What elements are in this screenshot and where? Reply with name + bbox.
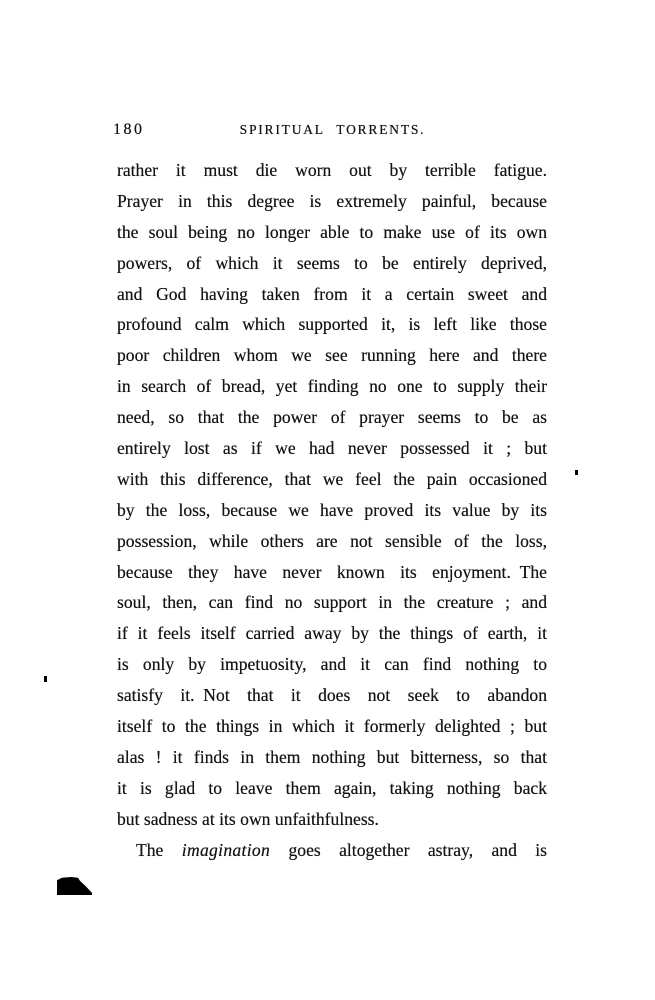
text-line (117, 371, 547, 402)
text-segment: with this difference, that we feel the pain occasioned (117, 468, 547, 489)
italic-word: imagination (181, 839, 271, 860)
text-segment: profound calm which supported it, is left like those (117, 314, 547, 335)
text-line (117, 835, 547, 866)
text-segment: and God having taken from it a certain sweet and (117, 283, 547, 304)
text-line (117, 773, 547, 804)
text-line (117, 680, 547, 711)
text-line (117, 402, 547, 433)
text-line (117, 526, 547, 557)
text-line (117, 433, 547, 464)
scan-speck-left (44, 676, 47, 682)
text-line (117, 309, 547, 340)
text-line (117, 248, 547, 279)
text-line (117, 279, 547, 310)
text-segment: need, so that the power of prayer seems to be as (117, 407, 547, 428)
text-line (117, 217, 547, 248)
text-line (117, 495, 547, 526)
page-number: 180 (113, 121, 145, 138)
text-segment: by the loss, because we have proved its value by its (117, 499, 547, 520)
text-segment: soul, then, can find no support in the creature ; and (117, 592, 547, 613)
text-segment: itself to the things in which it formerly delighted ; but (117, 716, 547, 737)
text-line (117, 587, 547, 618)
text-line (117, 711, 547, 742)
text-segment: because they have never known its enjoyment. The (117, 561, 547, 582)
text-segment: rather it must die worn out by terrible fatigue. (117, 160, 547, 180)
text-line (117, 618, 547, 649)
text-segment: powers, of which it seems to be entirely deprived, (117, 252, 547, 273)
text-line (117, 155, 547, 186)
text-block (117, 155, 547, 865)
text-segment: alas ! it finds in them nothing but bitterness, so that (117, 746, 547, 767)
text-segment: it is glad to leave them again, taking nothing back (117, 777, 547, 798)
text-segment: The (136, 839, 182, 860)
text-segment: is only by impetuosity, and it can find nothing to (117, 654, 547, 675)
text-segment: the soul being no longer able to make use of its own (117, 221, 547, 242)
text-segment: entirely lost as if we had never possessed it ; but (117, 438, 547, 459)
running-title: SPIRITUAL TORRENTS. (239, 122, 426, 137)
text-line (117, 742, 547, 773)
running-header (0, 119, 655, 141)
text-line (117, 649, 547, 680)
text-segment: in search of bread, yet finding no one to supply their (117, 376, 547, 397)
text-line (117, 804, 547, 835)
text-line (117, 186, 547, 217)
ink-smudge (57, 877, 92, 895)
text-segment: but sadness at its own unfaithfulness. (117, 808, 379, 829)
text-segment: satisfy it. Not that it does not seek to abandon (117, 685, 547, 706)
text-line (117, 557, 547, 588)
text-segment: Prayer in this degree is extremely painful, because (117, 190, 547, 211)
text-segment: possession, while others are not sensible of the loss, (117, 530, 547, 551)
text-segment: poor children whom we see running here and there (117, 345, 547, 366)
text-segment: if it feels itself carried away by the things of earth, it (117, 623, 547, 644)
text-line (117, 340, 547, 371)
scan-speck-right (575, 470, 578, 475)
text-line (117, 464, 547, 495)
text-segment: goes altogether astray, and is (270, 839, 547, 860)
